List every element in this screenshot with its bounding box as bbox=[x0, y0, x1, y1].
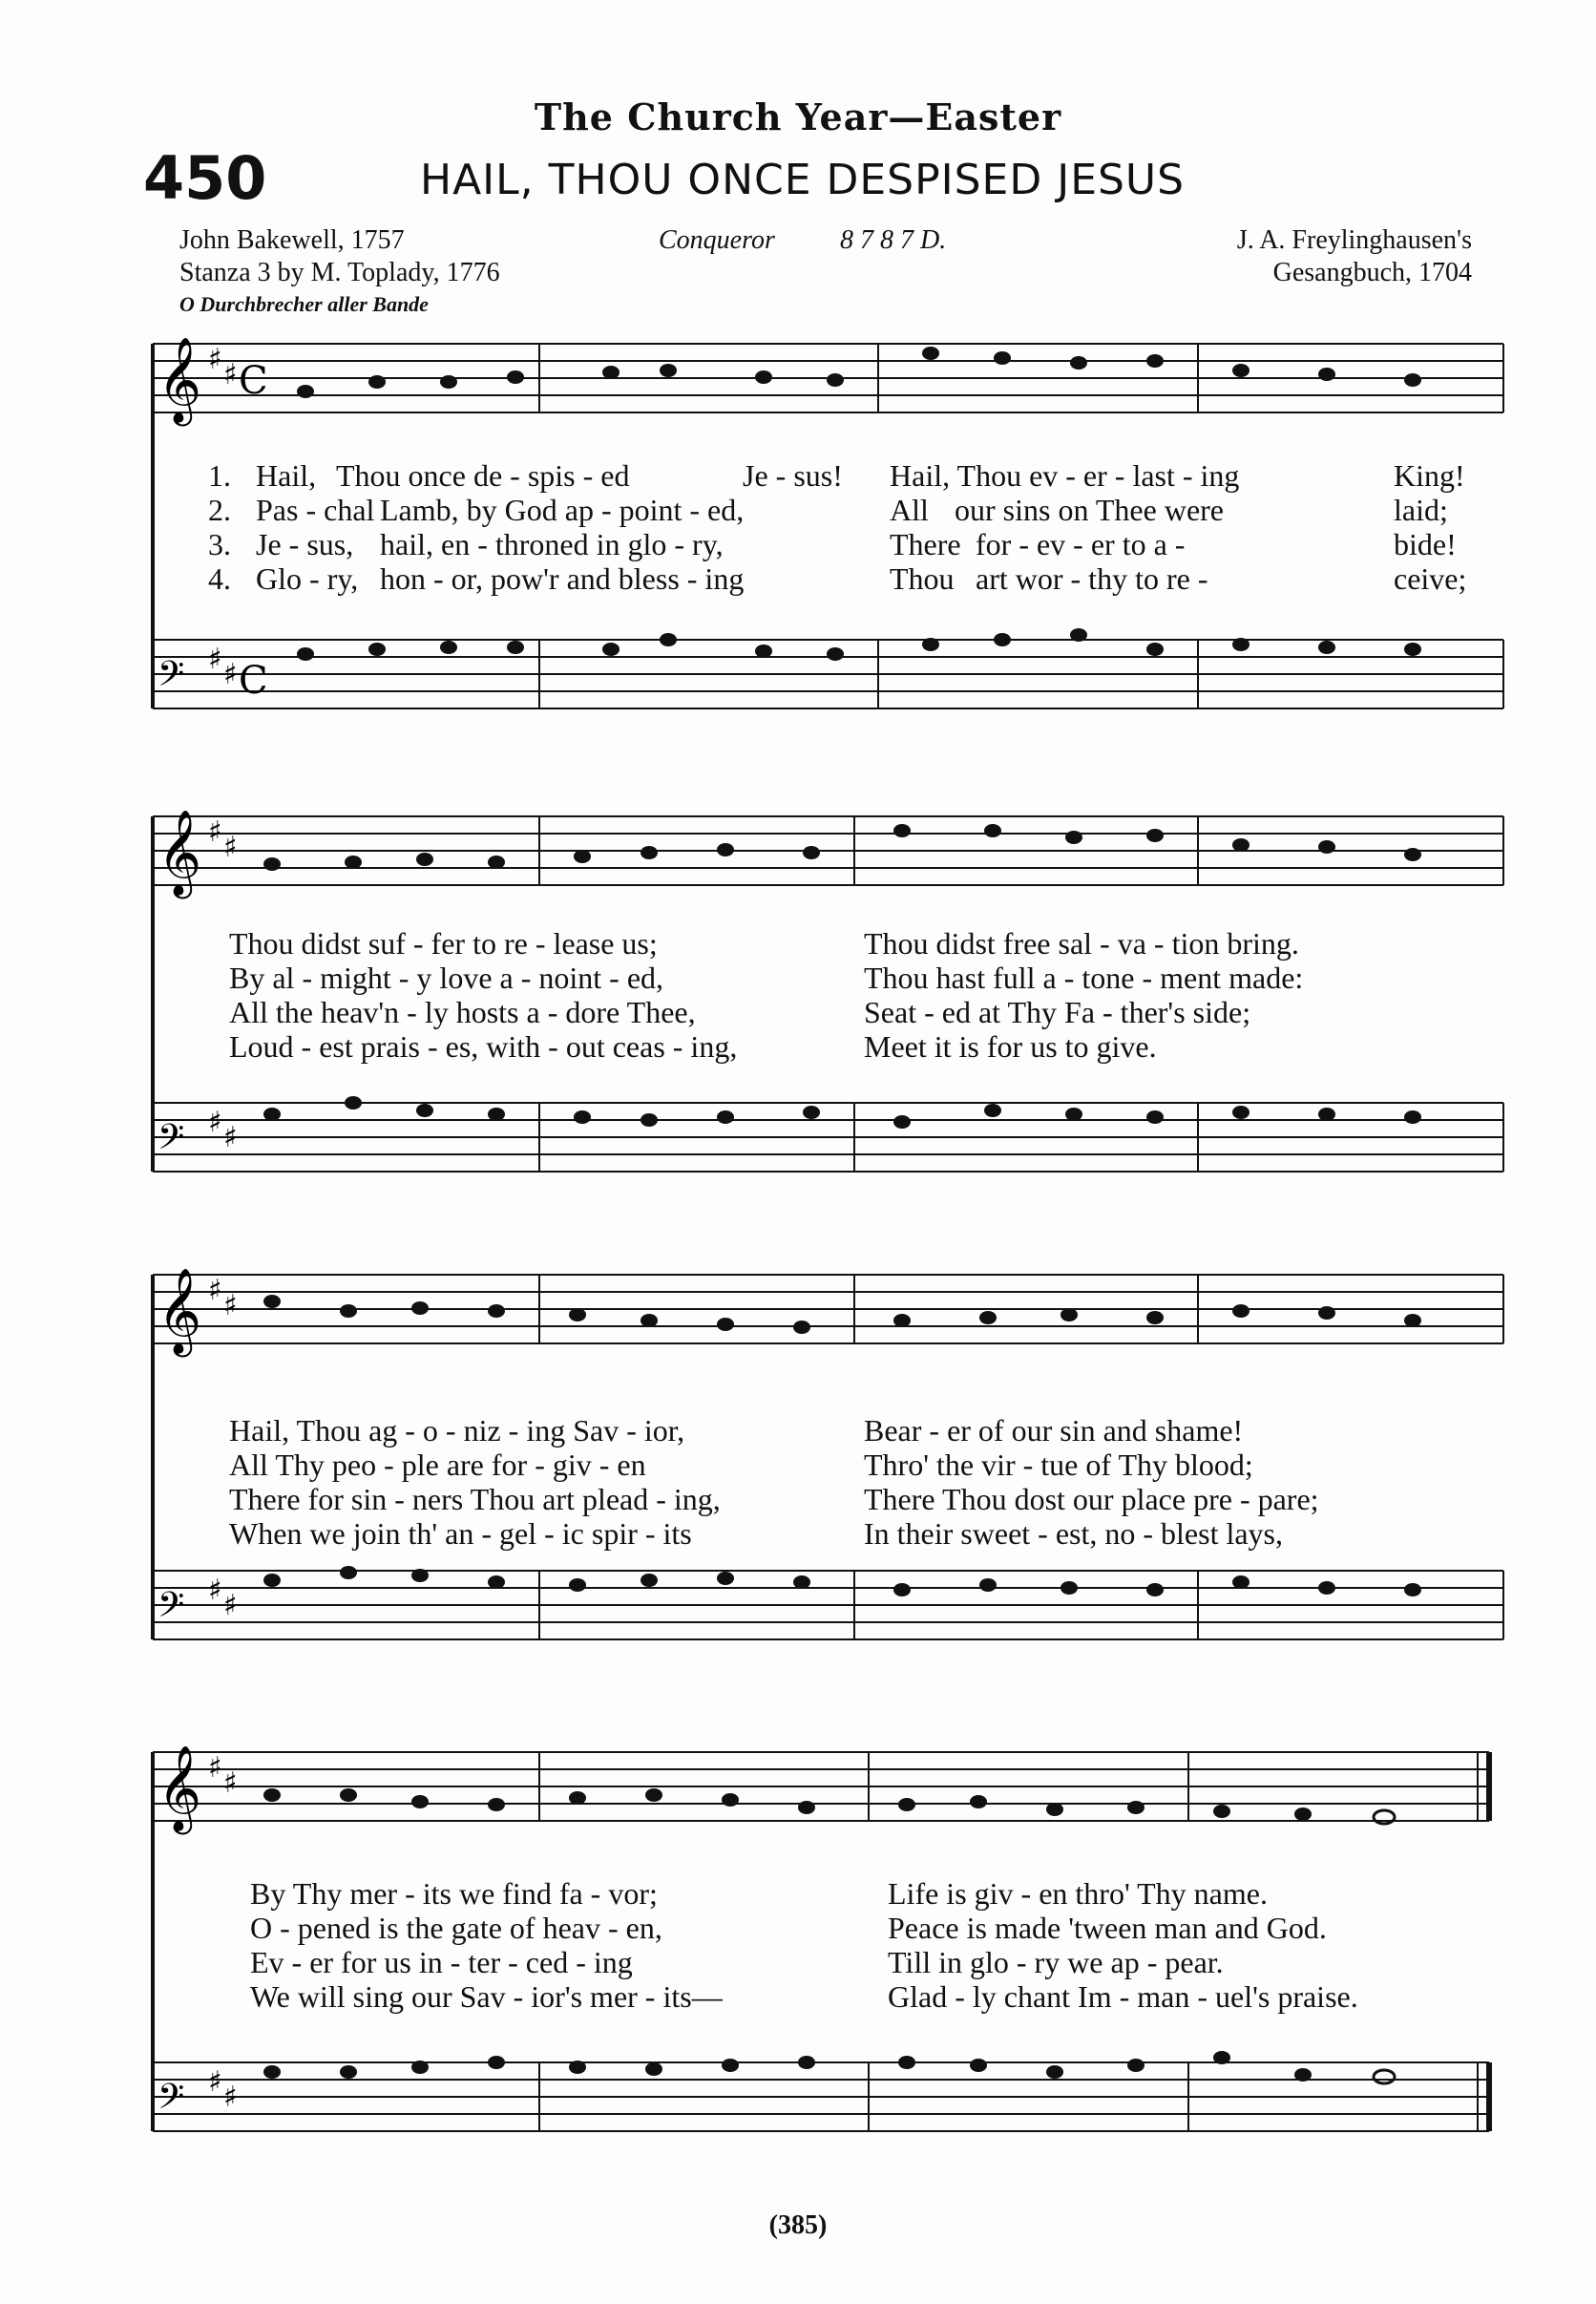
verse-1-number: 1. bbox=[208, 458, 231, 493]
lyric-s2-v4-b: Meet it is for us to give. bbox=[864, 1029, 1157, 1064]
lyric-s3-v2-a: All Thy peo - ple are for - giv - en bbox=[229, 1448, 646, 1482]
music-system-1 bbox=[0, 325, 1596, 745]
svg-text:♯: ♯ bbox=[208, 1106, 222, 1139]
svg-text:♯: ♯ bbox=[208, 1574, 222, 1607]
lyric-s3-v1-a: Hail, Thou ag - o - niz - ing Sav - ior, bbox=[229, 1413, 685, 1448]
lyric-s1-v3-b: hail, en - throned in glo - ry, bbox=[380, 527, 724, 561]
stanza-credit: Stanza 3 by M. Toplady, 1776 bbox=[179, 258, 500, 287]
svg-text:𝄢: 𝄢 bbox=[158, 1585, 185, 1634]
lyric-s3-v3-b: There Thou dost our place pre - pare; bbox=[864, 1482, 1319, 1516]
svg-text:♯: ♯ bbox=[208, 2065, 222, 2099]
lyric-s4-v1-a: By Thy mer - its we find fa - vor; bbox=[250, 1876, 658, 1911]
lyric-s2-v3-b: Seat - ed at Thy Fa - ther's side; bbox=[864, 995, 1251, 1029]
lyric-s4-v4-a: We will sing our Sav - ior's mer - its— bbox=[250, 1979, 723, 2014]
section-header: The Church Year—Easter bbox=[534, 95, 1062, 138]
lyric-s4-v2-b: Peace is made 'tween man and God. bbox=[888, 1911, 1327, 1945]
svg-text:♯: ♯ bbox=[223, 358, 238, 391]
lyric-s1-v1-b: Thou once de - spis - ed bbox=[336, 458, 630, 493]
lyric-s4-v4-b: Glad - ly chant Im - man - uel's praise. bbox=[888, 1979, 1358, 2014]
lyric-s1-v1-d: Hail, Thou ev - er - last - ing bbox=[890, 458, 1240, 493]
svg-text:C: C bbox=[239, 359, 268, 403]
lyric-s4-v1-b: Life is giv - en thro' Thy name. bbox=[888, 1876, 1268, 1911]
lyric-s1-v4-d: art wor - thy to re - bbox=[976, 561, 1208, 596]
tune-source-1: J. A. Freylinghausen's bbox=[1236, 225, 1472, 255]
svg-text:𝄞: 𝄞 bbox=[158, 1745, 202, 1831]
lyric-s2-v1-a: Thou didst suf - fer to re - lease us; bbox=[229, 926, 658, 961]
lyric-s2-v2-a: By al - might - y love a - noint - ed, bbox=[229, 961, 664, 995]
music-system-2 bbox=[0, 807, 1596, 1217]
lyric-s1-v3-e: bide! bbox=[1394, 527, 1457, 561]
original-first-line: O Durchbrecher aller Bande bbox=[179, 292, 429, 316]
verse-4-number: 4. bbox=[208, 561, 231, 596]
svg-text:♯: ♯ bbox=[208, 1751, 222, 1785]
author-credit: John Bakewell, 1757 bbox=[179, 225, 405, 255]
svg-text:♯: ♯ bbox=[223, 658, 238, 691]
lyric-s4-v3-b: Till in glo - ry we ap - pear. bbox=[888, 1945, 1224, 1979]
svg-text:♯: ♯ bbox=[223, 831, 238, 864]
lyric-s2-v2-b: Thou hast full a - tone - ment made: bbox=[864, 961, 1304, 995]
svg-text:♯: ♯ bbox=[208, 343, 222, 376]
music-system-4 bbox=[0, 1743, 1596, 2182]
tune-name: Conqueror bbox=[659, 225, 775, 255]
lyric-s1-v2-d: our sins on Thee were bbox=[955, 493, 1224, 527]
lyric-s1-v1-a: Hail, bbox=[256, 458, 317, 493]
lyric-s3-v3-a: There for sin - ners Thou art plead - ing, bbox=[229, 1482, 721, 1516]
svg-text:♯: ♯ bbox=[208, 643, 222, 676]
lyric-s3-v4-b: In their sweet - est, no - blest lays, bbox=[864, 1516, 1283, 1551]
svg-text:𝄢: 𝄢 bbox=[158, 1117, 185, 1166]
svg-text:♯: ♯ bbox=[208, 1274, 222, 1307]
svg-text:𝄞: 𝄞 bbox=[158, 810, 202, 896]
svg-text:♯: ♯ bbox=[208, 815, 222, 849]
lyric-s1-v4-c: Thou bbox=[890, 561, 955, 596]
svg-text:𝄢: 𝄢 bbox=[158, 654, 185, 703]
lyric-s1-v3-c: There bbox=[890, 527, 961, 561]
lyric-s1-v2-a: Pas - chal bbox=[256, 493, 375, 527]
lyric-s2-v4-a: Loud - est prais - es, with - out ceas - ing, bbox=[229, 1029, 738, 1064]
svg-text:♯: ♯ bbox=[223, 2081, 238, 2114]
verse-3-number: 3. bbox=[208, 527, 231, 561]
tune-source-2: Gesangbuch, 1704 bbox=[1272, 258, 1472, 287]
music-system-3 bbox=[0, 1265, 1596, 1676]
svg-text:♯: ♯ bbox=[223, 1289, 238, 1322]
lyric-s1-v2-b: Lamb, by God ap - point - ed, bbox=[380, 493, 745, 527]
lyric-s2-v3-a: All the heav'n - ly hosts a - dore Thee, bbox=[229, 995, 696, 1029]
lyric-s1-v4-e: ceive; bbox=[1394, 561, 1467, 596]
lyric-s1-v3-d: for - ev - er to a - bbox=[976, 527, 1186, 561]
lyric-s1-v2-c: All bbox=[890, 493, 929, 527]
verse-2-number: 2. bbox=[208, 493, 231, 527]
svg-text:♯: ♯ bbox=[223, 1121, 238, 1154]
lyric-s4-v3-a: Ev - er for us in - ter - ced - ing bbox=[250, 1945, 633, 1979]
lyric-s3-v1-b: Bear - er of our sin and shame! bbox=[864, 1413, 1244, 1448]
lyric-s1-v1-e: King! bbox=[1394, 458, 1465, 493]
hymn-title: HAIL, THOU ONCE DESPISED JESUS bbox=[420, 156, 1186, 204]
meter: 8 7 8 7 D. bbox=[840, 225, 947, 255]
svg-text:𝄢: 𝄢 bbox=[158, 2077, 185, 2125]
lyric-s1-v4-a: Glo - ry, bbox=[256, 561, 359, 596]
lyric-s1-v2-e: laid; bbox=[1394, 493, 1448, 527]
lyric-s4-v2-a: O - pened is the gate of heav - en, bbox=[250, 1911, 662, 1945]
svg-text:♯: ♯ bbox=[223, 1589, 238, 1622]
lyric-s3-v4-a: When we join th' an - gel - ic spir - its bbox=[229, 1516, 692, 1551]
page-number: (385) bbox=[768, 2210, 828, 2240]
svg-text:𝄞: 𝄞 bbox=[158, 1268, 202, 1354]
svg-text:𝄞: 𝄞 bbox=[158, 337, 202, 423]
lyric-s2-v1-b: Thou didst free sal - va - tion bring. bbox=[864, 926, 1299, 961]
lyric-s1-v4-b: hon - or, pow'r and bless - ing bbox=[380, 561, 745, 596]
svg-text:♯: ♯ bbox=[223, 1766, 238, 1800]
lyric-s1-v3-a: Je - sus, bbox=[256, 527, 354, 561]
lyric-s1-v1-c: Je - sus! bbox=[743, 458, 843, 493]
hymn-number: 450 bbox=[143, 143, 267, 213]
svg-text:C: C bbox=[239, 659, 268, 703]
lyric-s3-v2-b: Thro' the vir - tue of Thy blood; bbox=[864, 1448, 1253, 1482]
